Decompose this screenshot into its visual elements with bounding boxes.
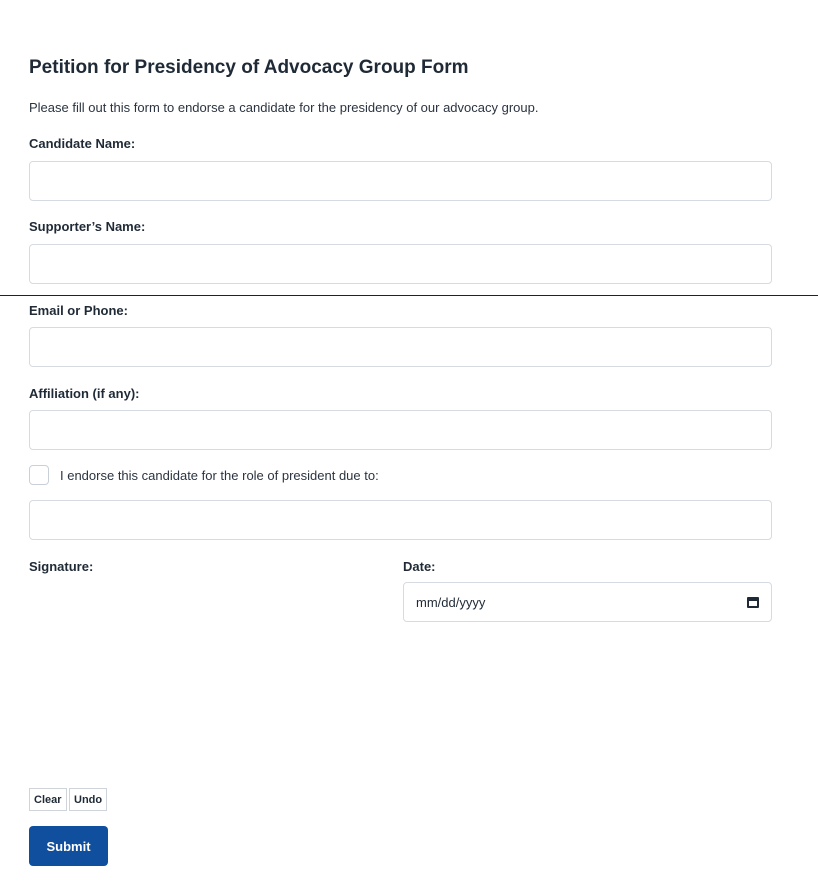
form-intro: Please fill out this form to endorse a candidate for the presidency of our advocacy group. xyxy=(29,100,539,115)
contact-input[interactable] xyxy=(29,327,772,367)
signature-label: Signature: xyxy=(29,559,94,574)
endorse-row xyxy=(29,465,379,485)
signature-pad[interactable] xyxy=(29,585,369,780)
endorse-label: I endorse this candidate for the role of president due to: xyxy=(60,467,379,483)
endorse-reason-input[interactable] xyxy=(29,500,772,540)
supporter-name-label: Supporter’s Name: xyxy=(29,219,146,234)
date-input[interactable] xyxy=(403,582,772,622)
form-title: Petition for Presidency of Advocacy Group Form xyxy=(29,57,469,78)
clear-signature-button[interactable]: Clear xyxy=(29,788,67,811)
affiliation-label: Affiliation (if any): xyxy=(29,386,140,401)
date-label: Date: xyxy=(403,559,436,574)
date-placeholder: mm/dd/yyyy xyxy=(416,594,486,610)
candidate-name-label: Candidate Name: xyxy=(29,136,136,151)
contact-label: Email or Phone: xyxy=(29,303,128,318)
candidate-name-input[interactable] xyxy=(29,161,772,201)
supporter-name-input[interactable] xyxy=(29,244,772,284)
divider-line xyxy=(0,295,818,296)
submit-button[interactable]: Submit xyxy=(29,826,108,866)
undo-signature-button[interactable]: Undo xyxy=(69,788,107,811)
endorse-checkbox[interactable] xyxy=(29,465,49,485)
affiliation-input[interactable] xyxy=(29,410,772,450)
calendar-icon[interactable] xyxy=(747,597,759,608)
